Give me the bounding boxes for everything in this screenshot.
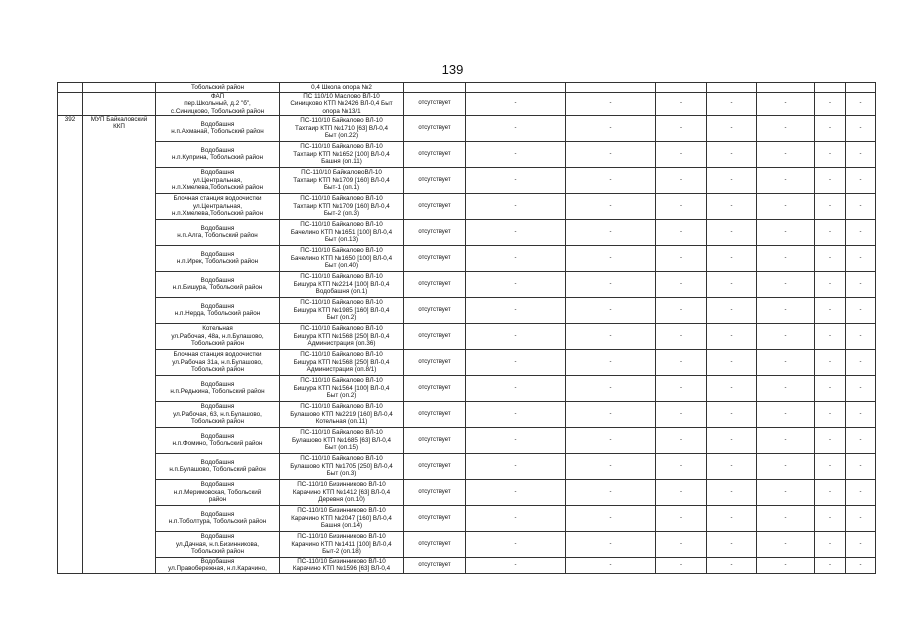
status-cell: отсутствует	[404, 271, 466, 297]
value-cell: -	[846, 245, 876, 271]
value-cell: -	[707, 479, 757, 505]
value-cell	[656, 83, 707, 93]
value-cell: -	[815, 323, 846, 349]
value-cell: -	[656, 93, 707, 116]
table-row	[58, 427, 876, 453]
table-row	[58, 167, 876, 193]
table-row	[58, 93, 876, 116]
value-cell: -	[707, 245, 757, 271]
value-cell: -	[815, 141, 846, 167]
value-cell: -	[656, 245, 707, 271]
value-cell: -	[707, 219, 757, 245]
value-cell: -	[757, 375, 815, 401]
value-cell: -	[707, 323, 757, 349]
value-cell: -	[466, 531, 566, 557]
table-row	[58, 83, 876, 93]
value-cell: -	[757, 93, 815, 116]
table-row	[58, 557, 876, 573]
row-number-cell	[58, 93, 83, 116]
value-cell: -	[815, 93, 846, 116]
table-row	[58, 531, 876, 557]
value-cell: -	[757, 193, 815, 219]
value-cell: -	[566, 167, 656, 193]
object-cell: Тобольский район	[156, 83, 280, 93]
value-cell: -	[466, 323, 566, 349]
value-cell: -	[707, 401, 757, 427]
status-cell: отсутствует	[404, 479, 466, 505]
value-cell: -	[707, 141, 757, 167]
value-cell: -	[707, 505, 757, 531]
value-cell: -	[846, 531, 876, 557]
value-cell: -	[815, 427, 846, 453]
value-cell: -	[466, 453, 566, 479]
value-cell	[466, 83, 566, 93]
value-cell: -	[466, 557, 566, 573]
value-cell: -	[846, 453, 876, 479]
value-cell: -	[566, 141, 656, 167]
value-cell: -	[707, 193, 757, 219]
value-cell: -	[757, 141, 815, 167]
object-cell: Водобашня н.п.Нерда, Тобольский район	[156, 297, 280, 323]
value-cell: -	[707, 93, 757, 116]
table-row	[58, 453, 876, 479]
table-row	[58, 115, 876, 141]
connection-cell: ПС-110/10 Байкалово ВЛ-10 Тахтаир КТП №1709 [160] ВЛ-0,4 Быт-2 (оп.3)	[280, 193, 404, 219]
value-cell: -	[846, 375, 876, 401]
status-cell: отсутствует	[404, 167, 466, 193]
status-cell: отсутствует	[404, 323, 466, 349]
object-cell: Водобашня ул.Центральная, н.п.Хмелева,Тобольский район	[156, 167, 280, 193]
value-cell: -	[466, 375, 566, 401]
connection-cell: ПС-110/10 Бизинниково ВЛ-10 Карачино КТП №1412 [63] ВЛ-0,4 Деревня (оп.10)	[280, 479, 404, 505]
value-cell	[815, 83, 846, 93]
connection-cell: ПС-110/10 Бизинниково ВЛ-10 Карачино КТП №2047 [160] ВЛ-0,4 Башня (оп.14)	[280, 505, 404, 531]
object-cell: Котельная ул.Рабочая, 48а, н.п.Булашово, Тобольский район	[156, 323, 280, 349]
status-cell: отсутствует	[404, 115, 466, 141]
status-cell: отсутствует	[404, 427, 466, 453]
value-cell: -	[656, 141, 707, 167]
status-cell: отсутствует	[404, 219, 466, 245]
value-cell: -	[757, 557, 815, 573]
value-cell: -	[656, 115, 707, 141]
object-cell: Водобашня н.п.Ахманай, Тобольский район	[156, 115, 280, 141]
object-cell: Блочная станция водоочистки ул.Центральная, н.п.Хмелева,Тобольский район	[156, 193, 280, 219]
value-cell: -	[757, 531, 815, 557]
table-row	[58, 375, 876, 401]
value-cell: -	[656, 401, 707, 427]
value-cell: -	[815, 375, 846, 401]
value-cell: -	[466, 401, 566, 427]
value-cell: -	[466, 93, 566, 116]
value-cell: -	[566, 271, 656, 297]
value-cell: -	[757, 219, 815, 245]
object-cell: Водобашня н.п.Бишура, Тобольский район	[156, 271, 280, 297]
value-cell: -	[707, 167, 757, 193]
value-cell: -	[656, 531, 707, 557]
value-cell: -	[566, 349, 656, 375]
value-cell: -	[757, 297, 815, 323]
status-cell: отсутствует	[404, 531, 466, 557]
object-cell: Водобашня н.п.Фомино, Тобольский район	[156, 427, 280, 453]
value-cell: -	[566, 401, 656, 427]
connection-cell: ПС-110/10 Байкалово ВЛ-10 Бишура КТП №1985 [160] ВЛ-0,4 Быт (оп.2)	[280, 297, 404, 323]
object-cell: Водобашня н.п.Ирек, Тобольский район	[156, 245, 280, 271]
connection-cell: ПС-110/10 Бизинниково ВЛ-10 Карачино КТП №1596 [63] ВЛ-0,4	[280, 557, 404, 573]
status-cell: отсутствует	[404, 297, 466, 323]
value-cell: -	[656, 323, 707, 349]
value-cell: -	[757, 479, 815, 505]
value-cell: -	[466, 141, 566, 167]
status-cell: отсутствует	[404, 349, 466, 375]
object-cell: Водобашня ул.Дачная, н.п.Бизинникова, Тобольский район	[156, 531, 280, 557]
value-cell: -	[815, 115, 846, 141]
value-cell: -	[846, 479, 876, 505]
value-cell: -	[707, 427, 757, 453]
connection-cell: ПС-110/10 Байкалово ВЛ-10 Тахтаир КТП №1710 [63] ВЛ-0,4 Быт (оп.22)	[280, 115, 404, 141]
value-cell	[707, 83, 757, 93]
value-cell	[566, 83, 656, 93]
value-cell: -	[707, 115, 757, 141]
object-cell: ФАП пер.Школьный, д.2 "б", с.Синицково, Тобольский район	[156, 93, 280, 116]
value-cell: -	[656, 349, 707, 375]
connection-cell: ПС 110/10 Маслово ВЛ-10 Синицково КТП №2426 ВЛ-0,4 Быт опора №13/1	[280, 93, 404, 116]
value-cell: -	[757, 401, 815, 427]
object-cell: Водобашня ул.Правобережная, н.п.Карачино,	[156, 557, 280, 573]
value-cell: -	[815, 531, 846, 557]
value-cell: -	[566, 323, 656, 349]
status-cell: отсутствует	[404, 193, 466, 219]
connection-cell: ПС-110/10 Байкалово ВЛ-10 Булашово КТП №1705 [250] ВЛ-0,4 Быт (оп.3)	[280, 453, 404, 479]
value-cell: -	[656, 375, 707, 401]
organization-cell	[83, 93, 156, 116]
status-cell: отсутствует	[404, 557, 466, 573]
value-cell: -	[707, 557, 757, 573]
value-cell: -	[757, 245, 815, 271]
value-cell: -	[566, 193, 656, 219]
value-cell: -	[815, 401, 846, 427]
object-cell: Водобашня ул.Рабочая, 63, н.п.Булашово, Тобольский район	[156, 401, 280, 427]
connection-cell: ПС-110/10 БайкаловоВЛ-10 Тахтаир КТП №1709 [160] ВЛ-0,4 Быт-1 (оп.1)	[280, 167, 404, 193]
value-cell: -	[757, 323, 815, 349]
object-cell: Водобашня н.п.Алга, Тобольский район	[156, 219, 280, 245]
value-cell: -	[815, 557, 846, 573]
value-cell: -	[757, 427, 815, 453]
value-cell: -	[466, 115, 566, 141]
value-cell: -	[656, 167, 707, 193]
table-row	[58, 141, 876, 167]
value-cell: -	[707, 271, 757, 297]
table-row	[58, 219, 876, 245]
connection-cell: ПС-110/10 Байкалово ВЛ-10 Тахтаир КТП №1652 [100] ВЛ-0,4 Башня (оп.11)	[280, 141, 404, 167]
connection-cell: ПС-110/10 Байкалово ВЛ-10 Бишура КТП №1568 [250] ВЛ-0,4 Администрация (оп.8/1)	[280, 349, 404, 375]
connection-cell: ПС-110/10 Байкалово ВЛ-10 Булашово КТП №1685 [63] ВЛ-0,4 Быт (оп.15)	[280, 427, 404, 453]
row-number-cell	[58, 83, 83, 93]
value-cell: -	[815, 245, 846, 271]
substation-table	[57, 82, 876, 574]
value-cell: -	[566, 245, 656, 271]
value-cell: -	[815, 505, 846, 531]
value-cell: -	[566, 557, 656, 573]
value-cell: -	[566, 297, 656, 323]
table-row	[58, 193, 876, 219]
value-cell	[757, 83, 815, 93]
connection-cell: ПС-110/10 Байкалово ВЛ-10 Бишура КТП №2214 [100] ВЛ-0,4 Водобашня (оп.1)	[280, 271, 404, 297]
value-cell: -	[815, 479, 846, 505]
value-cell: -	[815, 193, 846, 219]
value-cell: -	[466, 167, 566, 193]
value-cell: -	[846, 115, 876, 141]
value-cell: -	[656, 505, 707, 531]
value-cell: -	[656, 557, 707, 573]
value-cell: -	[757, 271, 815, 297]
table-row	[58, 323, 876, 349]
value-cell: -	[757, 349, 815, 375]
value-cell: -	[656, 219, 707, 245]
status-cell: отсутствует	[404, 141, 466, 167]
object-cell: Водобашня н.п.Меримовская, Тобольский район	[156, 479, 280, 505]
value-cell: -	[815, 219, 846, 245]
value-cell: -	[757, 505, 815, 531]
value-cell: -	[846, 271, 876, 297]
value-cell: -	[846, 297, 876, 323]
value-cell: -	[656, 453, 707, 479]
value-cell: -	[707, 453, 757, 479]
value-cell: -	[466, 505, 566, 531]
value-cell	[846, 83, 876, 93]
value-cell: -	[566, 505, 656, 531]
object-cell: Блочная станция водоочистки ул.Рабочая 31а, н.п.Булашово, Тобольский район	[156, 349, 280, 375]
value-cell: -	[757, 453, 815, 479]
value-cell: -	[815, 349, 846, 375]
value-cell: -	[846, 141, 876, 167]
value-cell: -	[846, 557, 876, 573]
status-cell: отсутствует	[404, 453, 466, 479]
table-row	[58, 297, 876, 323]
value-cell: -	[466, 271, 566, 297]
connection-cell: 0,4 Школа опора №2	[280, 83, 404, 93]
value-cell: -	[466, 297, 566, 323]
value-cell: -	[566, 375, 656, 401]
connection-cell: ПС-110/10 Байкалово ВЛ-10 Бачелино КТП №1650 [100] ВЛ-0,4 Быт (оп.40)	[280, 245, 404, 271]
connection-cell: ПС-110/10 Байкалово ВЛ-10 Бишура КТП №1564 [100] ВЛ-0,4 Быт (оп.2)	[280, 375, 404, 401]
value-cell: -	[815, 167, 846, 193]
organization-cell: МУП Байкаловский ККП	[83, 115, 156, 573]
value-cell: -	[846, 505, 876, 531]
value-cell: -	[846, 323, 876, 349]
value-cell: -	[707, 297, 757, 323]
value-cell: -	[466, 245, 566, 271]
status-cell	[404, 83, 466, 93]
value-cell: -	[707, 531, 757, 557]
connection-cell: ПС-110/10 Байкалово ВЛ-10 Булашово КТП №2219 [160] ВЛ-0,4 Котельная (оп.11)	[280, 401, 404, 427]
value-cell: -	[656, 271, 707, 297]
table-row	[58, 349, 876, 375]
value-cell: -	[846, 167, 876, 193]
value-cell: -	[757, 167, 815, 193]
status-cell: отсутствует	[404, 505, 466, 531]
value-cell: -	[846, 427, 876, 453]
value-cell: -	[566, 479, 656, 505]
organization-cell	[83, 83, 156, 93]
value-cell: -	[566, 453, 656, 479]
value-cell: -	[466, 219, 566, 245]
status-cell: отсутствует	[404, 375, 466, 401]
connection-cell: ПС-110/10 Байкалово ВЛ-10 Бачелино КТП №1651 [100] ВЛ-0,4 Быт (оп.13)	[280, 219, 404, 245]
page-number: 139	[441, 62, 464, 77]
row-number-cell: 392	[58, 115, 83, 573]
table-row	[58, 245, 876, 271]
value-cell: -	[566, 531, 656, 557]
value-cell: -	[466, 427, 566, 453]
value-cell: -	[707, 349, 757, 375]
value-cell: -	[815, 297, 846, 323]
value-cell: -	[846, 193, 876, 219]
connection-cell: ПС-110/10 Бизинниково ВЛ-10 Карачино КТП №1411 [100] ВЛ-0,4 Быт-2 (оп.18)	[280, 531, 404, 557]
table-row	[58, 505, 876, 531]
connection-cell: ПС-110/10 Байкалово ВЛ-10 Бишура КТП №1568 [250] ВЛ-0,4 Администрация (оп.36)	[280, 323, 404, 349]
object-cell: Водобашня н.п.Тоболтура, Тобольский район	[156, 505, 280, 531]
value-cell: -	[815, 453, 846, 479]
value-cell: -	[566, 93, 656, 116]
value-cell: -	[656, 427, 707, 453]
status-cell: отсутствует	[404, 93, 466, 116]
value-cell: -	[466, 479, 566, 505]
value-cell: -	[757, 115, 815, 141]
object-cell: Водобашня н.п.Булашово, Тобольский район	[156, 453, 280, 479]
value-cell: -	[846, 219, 876, 245]
object-cell: Водобашня н.п.Куприна, Тобольский район	[156, 141, 280, 167]
value-cell: -	[466, 193, 566, 219]
table-row	[58, 401, 876, 427]
status-cell: отсутствует	[404, 401, 466, 427]
value-cell: -	[566, 427, 656, 453]
value-cell: -	[566, 219, 656, 245]
value-cell: -	[566, 115, 656, 141]
value-cell: -	[656, 297, 707, 323]
value-cell: -	[815, 271, 846, 297]
value-cell: -	[466, 349, 566, 375]
value-cell: -	[656, 479, 707, 505]
value-cell: -	[656, 193, 707, 219]
object-cell: Водобашня н.п.Редькина, Тобольский район	[156, 375, 280, 401]
table-row	[58, 479, 876, 505]
table-row	[58, 271, 876, 297]
status-cell: отсутствует	[404, 245, 466, 271]
value-cell: -	[846, 93, 876, 116]
value-cell: -	[846, 401, 876, 427]
value-cell: -	[707, 375, 757, 401]
value-cell: -	[846, 349, 876, 375]
